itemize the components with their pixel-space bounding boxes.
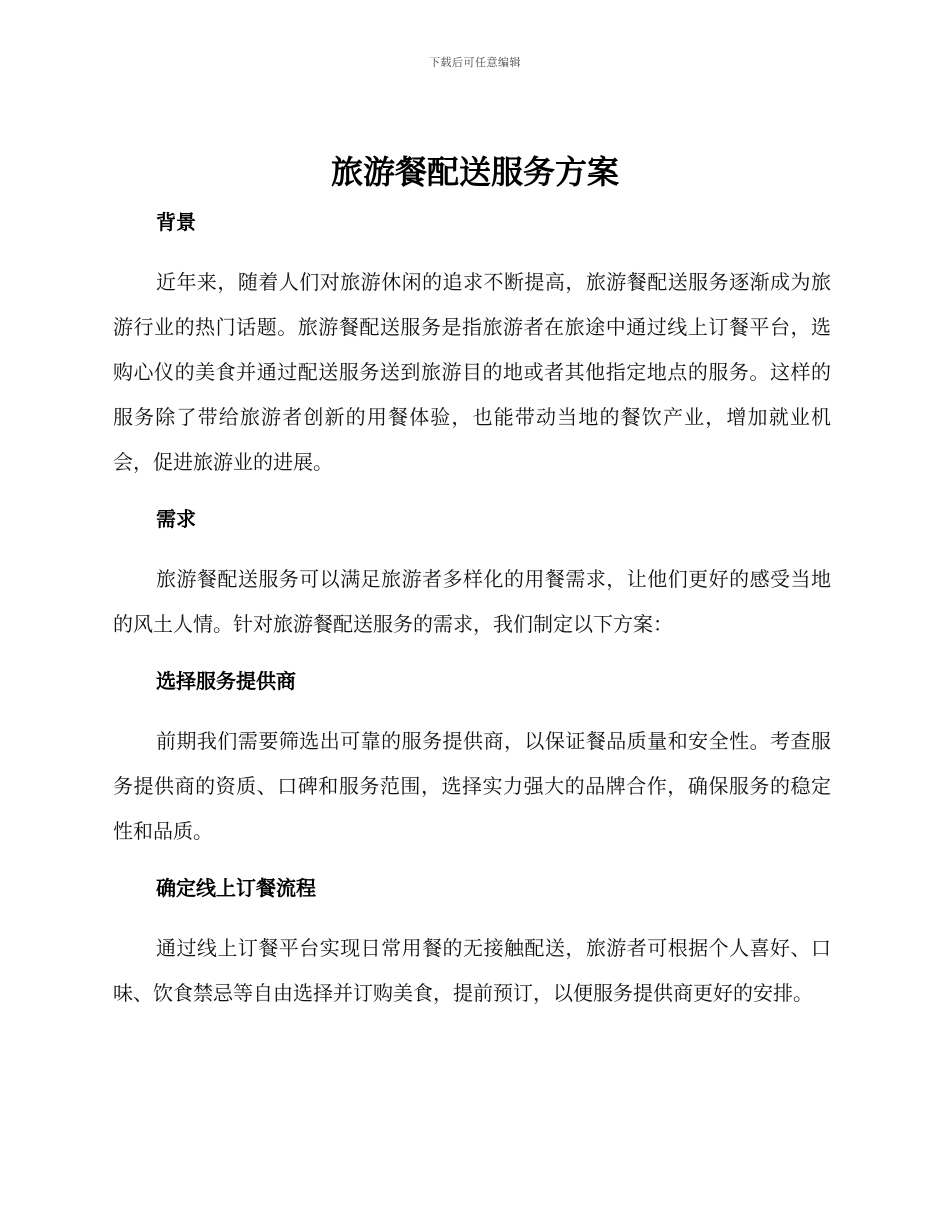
section-select-provider	[113, 665, 831, 854]
header-note: 下载后可任意编辑	[429, 56, 521, 69]
section-heading: 确定线上订餐流程	[156, 876, 316, 900]
section-paragraph: 近年来，随着人们对旅游休闲的追求不断提高，旅游餐配送服务逐渐成为旅游行业的热门话题。旅游餐配送服务是指旅游者在旅途中通过线上订餐平台，选购心仪的美食并通过配送服务送到旅游目的地或者其他指定地点的服务。这样的服务除了带给旅游者创新的用餐体验，也能带动当地的餐饮产业，增加就业机会，促进旅游业的进展。	[113, 270, 831, 474]
section-paragraph: 通过线上订餐平台实现日常用餐的无接触配送，旅游者可根据个人喜好、口味、饮食禁忌等自由选择并订购美食，提前预订，以便服务提供商更好的安排。	[113, 936, 831, 1005]
section-heading: 需求	[156, 507, 196, 531]
section-demand	[113, 503, 831, 647]
section-heading: 背景	[156, 210, 196, 234]
section-ordering-process	[113, 872, 831, 1016]
document-title: 旅游餐配送服务方案	[330, 153, 619, 191]
section-heading: 选择服务提供商	[156, 669, 296, 693]
document-body	[113, 206, 831, 1016]
section-paragraph: 前期我们需要筛选出可靠的服务提供商，以保证餐品质量和安全性。考查服务提供商的资质、口碑和服务范围，选择实力强大的品牌合作，确保服务的稳定性和品质。	[113, 729, 831, 843]
section-background	[113, 206, 831, 485]
section-paragraph: 旅游餐配送服务可以满足旅游者多样化的用餐需求，让他们更好的感受当地的风土人情。针对旅游餐配送服务的需求，我们制定以下方案：	[113, 567, 831, 636]
